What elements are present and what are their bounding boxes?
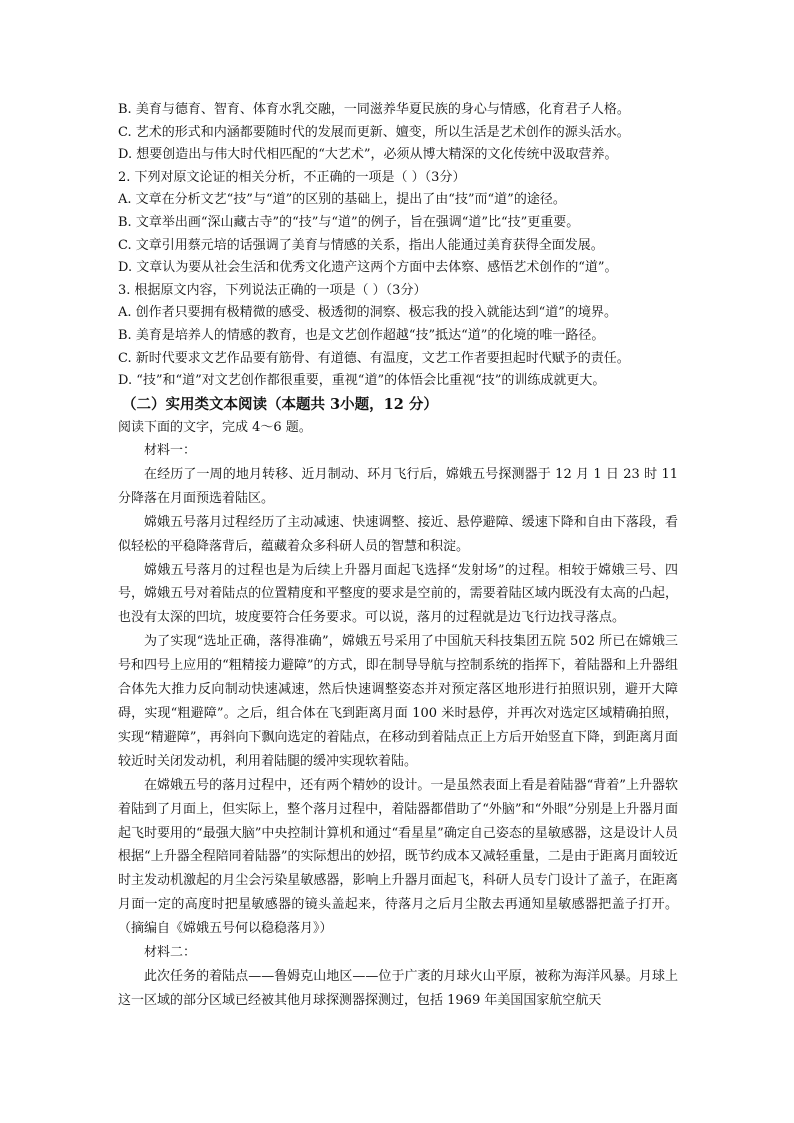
q1-option-d: D. 想要创造出与伟大时代相匹配的“大艺术”，必须从博大精深的文化传统中汲取营养。 <box>118 147 618 163</box>
material-1-paragraph: 为了实现“选址正确，落得准确”，嫦娥五号采用了中国航天科技集团五院 502 所已在嫦娥三号和四号上应用的“粗精接力避障”的方式，即在制导导航与控制系统的指挥下，着陆器和上升器组合体先大推力反向制动快速减速，然后快速调整姿态并对预定落区地形进行拍照识别，避开大障碍，实现“粗避障”。之后，组合体在飞到距离月面 100 米时悬停，并再次对选定区域精确拍照，实现“精避障”，再斜向下飘向选定的着陆点，在移动到着陆点正上方后开始竖直下降，到距离月面较近时关闭发动机，利用着陆腿的缓冲实现软着陆。 <box>118 634 678 769</box>
question-3 <box>118 280 678 393</box>
section-heading: （二）实用类文本阅读（本题共 3小题，12 分） <box>122 395 438 413</box>
q3-option-c: C. 新时代要求文艺作品要有筋骨、有道德、有温度，文艺工作者要担起时代赋予的责任。 <box>118 350 630 366</box>
material-1-paragraph: 嫦娥五号落月过程经历了主动减速、快速调整、接近、悬停避障、缓速下降和自由下落段，看似轻松的平稳降落背后，蕴藏着众多科研人员的智慧和积淀。 <box>118 514 678 554</box>
q1-option-c: C. 艺术的形式和内涵都要随时代的发展而更新、嬗变，所以生活是艺术创作的源头活水。 <box>118 124 630 140</box>
page-content <box>118 99 678 1012</box>
material-1-label: 材料一： <box>144 443 197 459</box>
question-2-stem: 2. 下列对原文论证的相关分析，不正确的一项是（ ）（3分） <box>118 169 466 185</box>
q3-option-b: B. 美育是培养人的情感的教育，也是文艺创作超越“技”抵达“道”的化境的唯一路径。 <box>118 327 605 343</box>
q2-option-a: A. 文章在分析文艺“技”与“道”的区别的基础上，提出了由“技”而“道”的途径。 <box>118 192 566 208</box>
material-1-paragraph: 嫦娥五号落月的过程也是为后续上升器月面起飞选择“发射场”的过程。相较于嫦娥三号、四号，嫦娥五号对着陆点的位置精度和平整度的要求是空前的，需要着陆区域内既没有太高的凸起，也没有太深的凹坑，坡度要符合任务要求。可以说，落月的过程就是边飞行边找寻落点。 <box>118 562 678 626</box>
q2-option-d: D. 文章认为要从社会生活和优秀文化遗产这两个方面中去体察、感悟艺术创作的“道”。 <box>118 260 618 276</box>
q3-option-a: A. 创作者只要拥有极精微的感受、极透彻的洞察、极忘我的投入就能达到“道”的境界。 <box>118 305 617 321</box>
material-1-paragraph: 在经历了一周的地月转移、近月制动、环月飞行后，嫦娥五号探测器于 12 月 1 日 23 时 11 分降落在月面预选着陆区。 <box>118 466 678 506</box>
material-2-paragraph: 此次任务的着陆点——鲁姆克山地区——位于广袤的月球火山平原，被称为海洋风暴。月球上这一区域的部分区域已经被其他月球探测器探测过，包括 1969 年美国国家航空航天 <box>118 968 678 1008</box>
material-1-paragraph: 在嫦娥五号的落月过程中，还有两个精妙的设计。一是虽然表面上看是着陆器“背着”上升器软着陆到了月面上，但实际上，整个落月过程中，着陆器都借助了“外脑”和“外眼”分别是上升器月面起飞时要用的“最强大脑”中央控制计算机和通过“看星星”确定自己姿态的星敏感器，这是设计人员根据“上升器全程陪同着陆器”的实际想出的妙招，既节约成本又减轻重量，二是由于距离月面较近时主发动机激起的月尘会污染星敏感器，影响上升器月面起飞，科研人员专门设计了盖子，在距离月面一定的高度时把星敏感器的镜头盖起来，待落月之后月尘散去再通知星敏感器把盖子打开。（摘编自《嫦娥五号何以稳稳落月》） <box>118 777 678 937</box>
q1-option-b: B. 美育与德育、智育、体育水乳交融，一同滋养华夏民族的身心与情感，化育君子人格。 <box>118 102 630 117</box>
question-2 <box>118 167 678 280</box>
reading-instruction: 阅读下面的文字，完成 4～6 题。 <box>118 419 312 435</box>
material-2-label: 材料二： <box>144 945 197 961</box>
q1-options <box>118 99 678 167</box>
question-3-stem: 3. 根据原文内容，下列说法正确的一项是（ ）（3分） <box>118 282 427 298</box>
q2-option-c: C. 文章引用蔡元培的话强调了美育与情感的关系，指出人能通过美育获得全面发展。 <box>118 237 604 253</box>
q2-option-b: B. 文章举出画“深山藏古寺”的“技”与“道”的例子，旨在强调“道”比“技”更重要。 <box>118 214 580 230</box>
q3-option-d: D. “技”和“道”对文艺创作都很重要，重视“道”的体悟会比重视“技”的训练成就更大。 <box>118 373 606 389</box>
